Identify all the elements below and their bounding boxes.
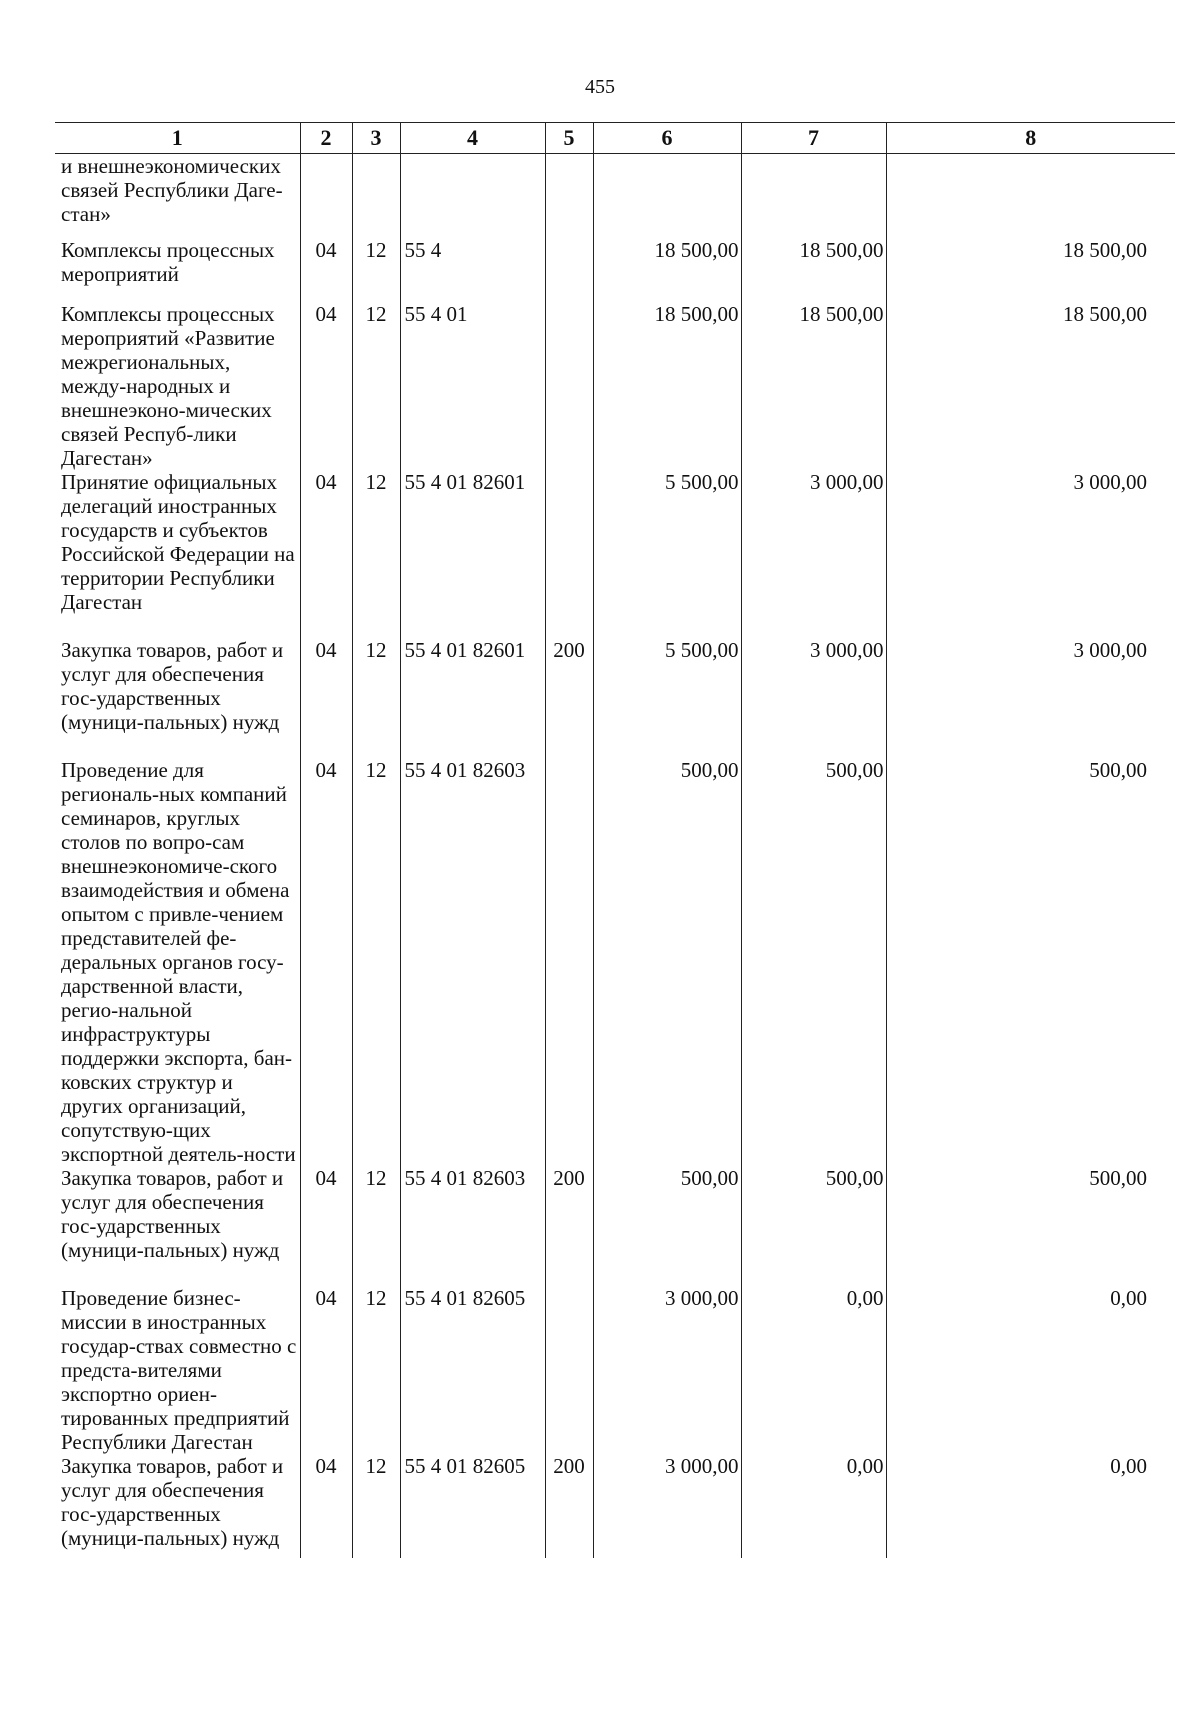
- cell-subsection: 12: [352, 302, 400, 470]
- cell-target-article: 55 4 01 82601: [400, 638, 545, 758]
- row-name: Закупка товаров, работ и услуг для обеспечения гос-ударственных (муници-пальных) нужд: [61, 637, 284, 734]
- cell-section: 04: [300, 1286, 352, 1454]
- table-row: [55, 638, 1175, 758]
- cell-subsection: 12: [352, 1454, 400, 1558]
- row-name: Закупка товаров, работ и услуг для обеспечения гос-ударственных (муници-пальных) нужд: [61, 1165, 284, 1262]
- cell-section: 04: [300, 638, 352, 758]
- cell-amount-6: 3 000,00: [593, 1454, 741, 1558]
- cell-amount-8: 500,00: [886, 758, 1175, 1166]
- column-header-6: 6: [593, 123, 741, 154]
- table-row: [55, 1286, 1175, 1454]
- cell-amount-7: 0,00: [741, 1454, 886, 1558]
- cell-section: 04: [300, 1454, 352, 1558]
- row-name: Комплексы процессных мероприятий: [61, 237, 275, 286]
- cell-amount-8: 3 000,00: [886, 638, 1175, 758]
- cell-subsection: 12: [352, 758, 400, 1166]
- cell-amount-7: 3 000,00: [741, 638, 886, 758]
- cell-amount-6: 18 500,00: [593, 238, 741, 302]
- table-row: [55, 154, 1175, 238]
- cell-expense-type: [545, 1286, 593, 1454]
- column-header-4: 4: [400, 123, 545, 154]
- cell-amount-7: 3 000,00: [741, 470, 886, 638]
- cell-amount-8: 0,00: [886, 1454, 1175, 1558]
- cell-section: 04: [300, 470, 352, 638]
- cell-amount-7: 500,00: [741, 1166, 886, 1286]
- cell-target-article: 55 4 01 82605: [400, 1286, 545, 1454]
- header-row: [55, 123, 1175, 154]
- cell-target-article: 55 4 01: [400, 302, 545, 470]
- row-name: Принятие официальных делегаций иностранных государств и субъектов Российской Федерации на территории Республики Дагестан: [61, 469, 295, 614]
- cell-amount-7: 500,00: [741, 758, 886, 1166]
- row-name: и внешнеэкономических связей Республики Даге-стан»: [61, 154, 283, 226]
- cell-expense-type: 200: [545, 1166, 593, 1286]
- cell-expense-type: [545, 302, 593, 470]
- cell-subsection: 12: [352, 238, 400, 302]
- cell-amount-7: 18 500,00: [741, 238, 886, 302]
- cell-subsection: [352, 154, 400, 238]
- cell-section: 04: [300, 302, 352, 470]
- cell-amount-8: 18 500,00: [886, 238, 1175, 302]
- cell-expense-type: [545, 238, 593, 302]
- cell-amount-8: 500,00: [886, 1166, 1175, 1286]
- cell-expense-type: [545, 758, 593, 1166]
- cell-expense-type: [545, 470, 593, 638]
- cell-amount-6: 500,00: [593, 1166, 741, 1286]
- cell-section: 04: [300, 238, 352, 302]
- cell-amount-8: [886, 154, 1175, 238]
- cell-section: 04: [300, 758, 352, 1166]
- cell-subsection: 12: [352, 470, 400, 638]
- cell-target-article: 55 4 01 82603: [400, 1166, 545, 1286]
- cell-amount-8: 0,00: [886, 1286, 1175, 1454]
- column-header-8: 8: [886, 123, 1175, 154]
- table-row: [55, 238, 1175, 302]
- cell-amount-6: 5 500,00: [593, 470, 741, 638]
- table-row: [55, 302, 1175, 470]
- cell-amount-7: [741, 154, 886, 238]
- table-row: [55, 470, 1175, 638]
- table-row: [55, 1166, 1175, 1286]
- cell-amount-8: 18 500,00: [886, 302, 1175, 470]
- cell-amount-6: 500,00: [593, 758, 741, 1166]
- row-name: Закупка товаров, работ и услуг для обеспечения гос-ударственных (муници-пальных) нужд: [61, 1453, 284, 1550]
- cell-subsection: 12: [352, 1286, 400, 1454]
- cell-target-article: 55 4 01 82603: [400, 758, 545, 1166]
- column-header-1: 1: [55, 123, 300, 154]
- cell-section: 04: [300, 1166, 352, 1286]
- cell-amount-7: 18 500,00: [741, 302, 886, 470]
- table-row: [55, 1454, 1175, 1558]
- cell-expense-type: 200: [545, 1454, 593, 1558]
- cell-amount-6: 3 000,00: [593, 1286, 741, 1454]
- column-header-3: 3: [352, 123, 400, 154]
- cell-amount-6: 18 500,00: [593, 302, 741, 470]
- table-row: [55, 758, 1175, 1166]
- cell-target-article: 55 4: [400, 238, 545, 302]
- cell-target-article: 55 4 01 82605: [400, 1454, 545, 1558]
- row-name: Комплексы процессных мероприятий «Развитие межрегиональных, между-народных и внешнеэконо-мических связей Респуб-лики Дагестан»: [61, 301, 275, 470]
- row-name: Проведение для региональ-ных компаний семинаров, круглых столов по вопро-сам внешнеэкономиче-ского взаимодействия и обмена опытом с привле-чением представителей фе-деральных органов госу-дарственной власти, регио-нальной инфраструктуры поддержки экспорта, бан-ковских структур и других организаций, сопутствую-щих экспортной деятель-ности: [61, 757, 296, 1166]
- page-number: 455: [585, 76, 615, 98]
- column-header-2: 2: [300, 123, 352, 154]
- cell-expense-type: [545, 154, 593, 238]
- cell-amount-6: [593, 154, 741, 238]
- column-header-5: 5: [545, 123, 593, 154]
- column-header-7: 7: [741, 123, 886, 154]
- cell-target-article: 55 4 01 82601: [400, 470, 545, 638]
- cell-section: [300, 154, 352, 238]
- cell-expense-type: 200: [545, 638, 593, 758]
- cell-amount-6: 5 500,00: [593, 638, 741, 758]
- cell-amount-7: 0,00: [741, 1286, 886, 1454]
- cell-target-article: [400, 154, 545, 238]
- cell-subsection: 12: [352, 1166, 400, 1286]
- budget-table: [55, 122, 1175, 1558]
- row-name: Проведение бизнес-миссии в иностранных государ-ствах совместно с предста-вителями экспортно ориен-тированных предприятий Республики Дагестан: [61, 1285, 297, 1454]
- cell-subsection: 12: [352, 638, 400, 758]
- cell-amount-8: 3 000,00: [886, 470, 1175, 638]
